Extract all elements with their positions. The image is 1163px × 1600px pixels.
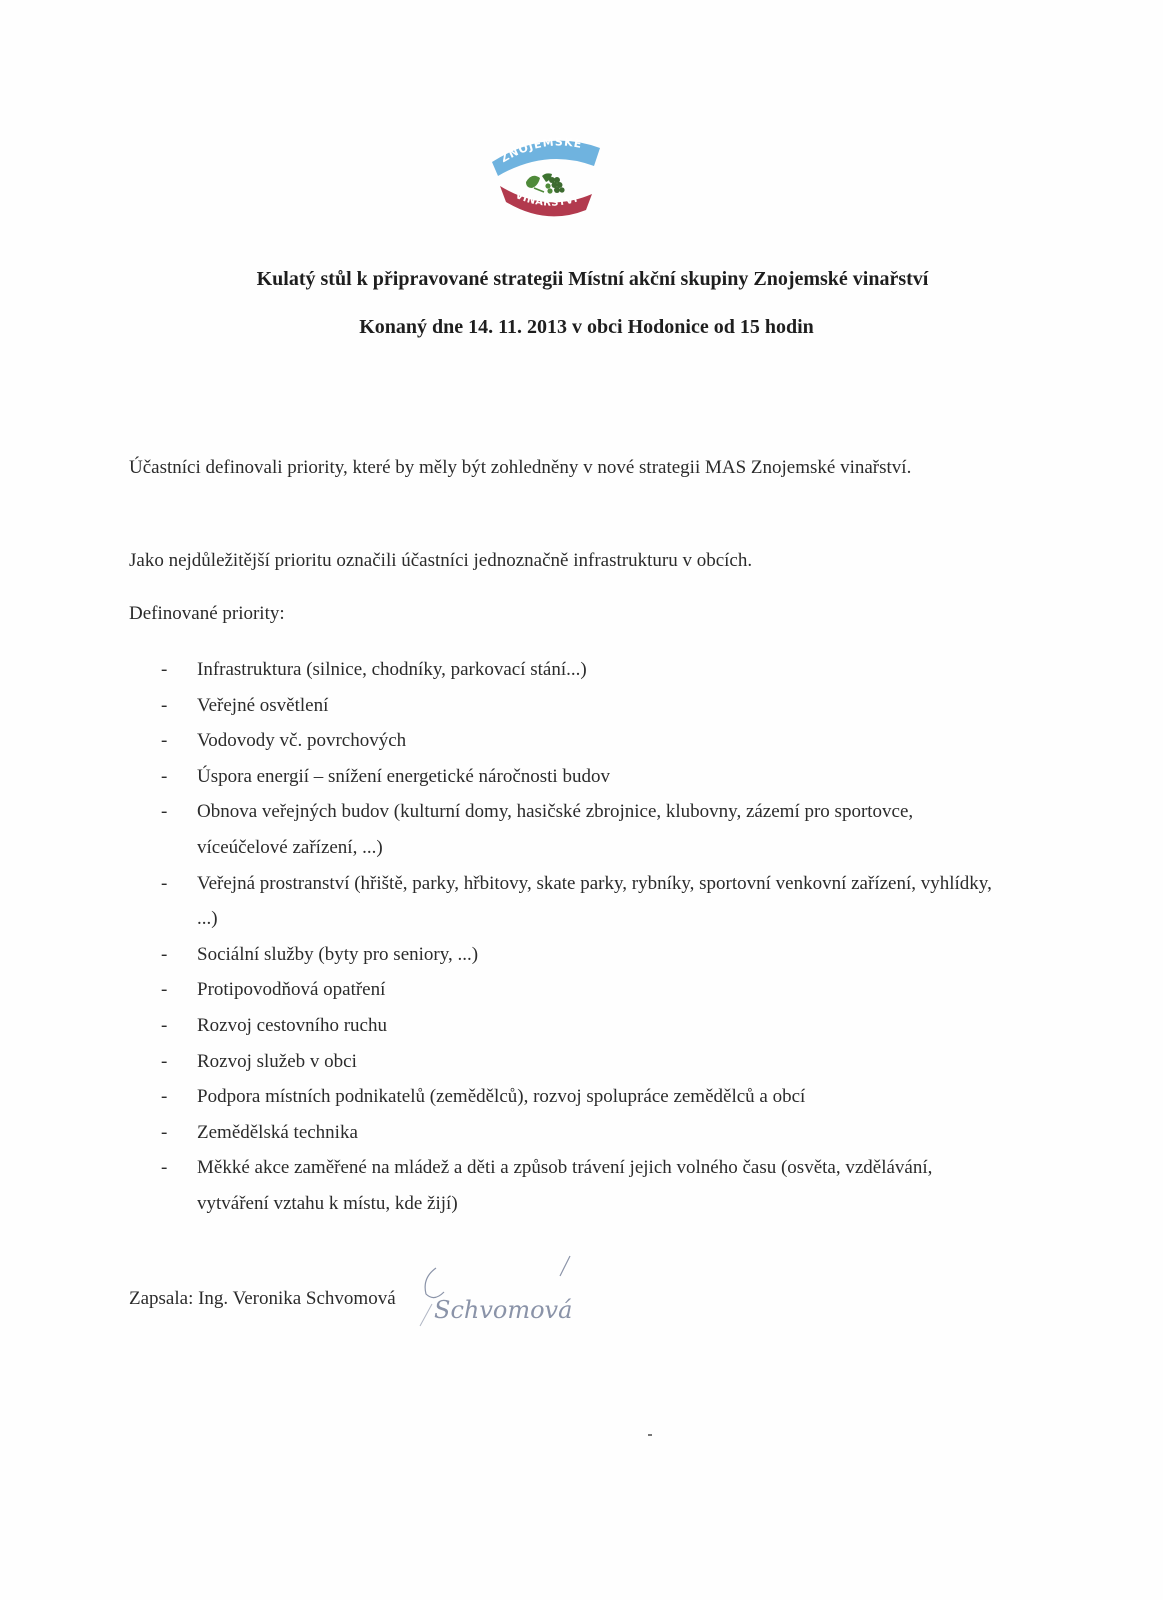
- list-dash: -: [161, 1014, 168, 1036]
- scan-speck: [648, 1434, 652, 1436]
- priority-text: Sociální služby (byty pro seniory, ...): [197, 943, 479, 965]
- logo-top-text: ZNOJEMSKÉ: [498, 136, 584, 166]
- priority-item: [129, 937, 1009, 973]
- priority-item: [129, 1079, 1009, 1115]
- priority-text: Měkké akce zaměřené na mládež a děti a způsob trávení jejich volného času (osvěta, vzdělávání, vytváření vztahu k místu, kde žijí): [197, 1157, 933, 1214]
- list-dash: -: [161, 872, 168, 894]
- priority-item: [129, 688, 1009, 724]
- signature-text: Schvomová: [434, 1296, 573, 1324]
- list-dash: -: [161, 730, 168, 752]
- priority-text: Úspora energií – snížení energetické náročnosti budov: [197, 765, 610, 787]
- intro-paragraph: Účastníci definovali priority, které by měly být zohledněny v nové strategii MAS Znojemské vinařství.: [129, 457, 912, 478]
- list-dash: -: [161, 1050, 168, 1072]
- recorded-by-label: Zapsala: Ing. Veronika Schvomová: [129, 1288, 396, 1309]
- priorities-heading: Definované priority:: [129, 603, 285, 624]
- document-title: Kulatý stůl k připravované strategii Místní akční skupiny Znojemské vinařství: [256, 268, 929, 290]
- list-dash: -: [161, 943, 168, 965]
- list-dash: -: [161, 1086, 168, 1108]
- handwritten-signature: [400, 1248, 590, 1338]
- list-dash: -: [161, 801, 168, 823]
- list-dash: -: [161, 659, 168, 680]
- grapes-icon: [526, 173, 565, 193]
- priority-item: [129, 1044, 1009, 1080]
- priority-text: Rozvoj služeb v obci: [197, 1050, 357, 1072]
- priority-item: [129, 1115, 1009, 1151]
- priority-item: [129, 759, 1009, 795]
- list-dash: -: [161, 979, 168, 1001]
- priority-item: [129, 723, 1009, 759]
- priorities-list: [129, 652, 1009, 1222]
- list-dash: -: [161, 1121, 168, 1143]
- list-dash: -: [161, 1157, 168, 1179]
- priority-text: Podpora místních podnikatelů (zemědělců), rozvoj spolupráce zemědělců a obcí: [197, 1086, 806, 1108]
- priority-text: Obnova veřejných budov (kulturní domy, hasičské zbrojnice, klubovny, zázemí pro sportovce, víceúčelové zařízení, ...): [197, 801, 914, 858]
- list-dash: -: [161, 765, 168, 787]
- priority-item: [129, 794, 1009, 865]
- priority-text: Veřejná prostranství (hřiště, parky, hřbitovy, skate parky, rybníky, sportovní venkovní zařízení, vyhlídky, ...): [197, 872, 992, 930]
- priority-item: [129, 866, 1009, 937]
- priority-item: [129, 652, 1009, 688]
- priority-text: Protipovodňová opatření: [197, 979, 386, 1001]
- main-priority-paragraph: Jako nejdůležitější prioritu označili účastníci jednoznačně infrastrukturu v obcích.: [129, 550, 753, 571]
- priority-item: [129, 1150, 1009, 1221]
- priority-text: Rozvoj cestovního ruchu: [197, 1014, 387, 1036]
- list-dash: -: [161, 694, 168, 716]
- znojemske-vinarstvi-logo: [490, 136, 602, 226]
- priority-text: Vodovody vč. povrchových: [197, 730, 407, 752]
- priority-text: Veřejné osvětlení: [197, 694, 329, 716]
- priority-text: Infrastruktura (silnice, chodníky, parkovací stání...): [197, 659, 587, 680]
- logo-bottom-text: VINAŘSTVÍ: [513, 190, 580, 209]
- document-subtitle: Konaný dne 14. 11. 2013 v obci Hodonice od 15 hodin: [359, 316, 814, 338]
- priority-item: [129, 972, 1009, 1008]
- priority-item: [129, 1008, 1009, 1044]
- priority-text: Zemědělská technika: [197, 1121, 358, 1143]
